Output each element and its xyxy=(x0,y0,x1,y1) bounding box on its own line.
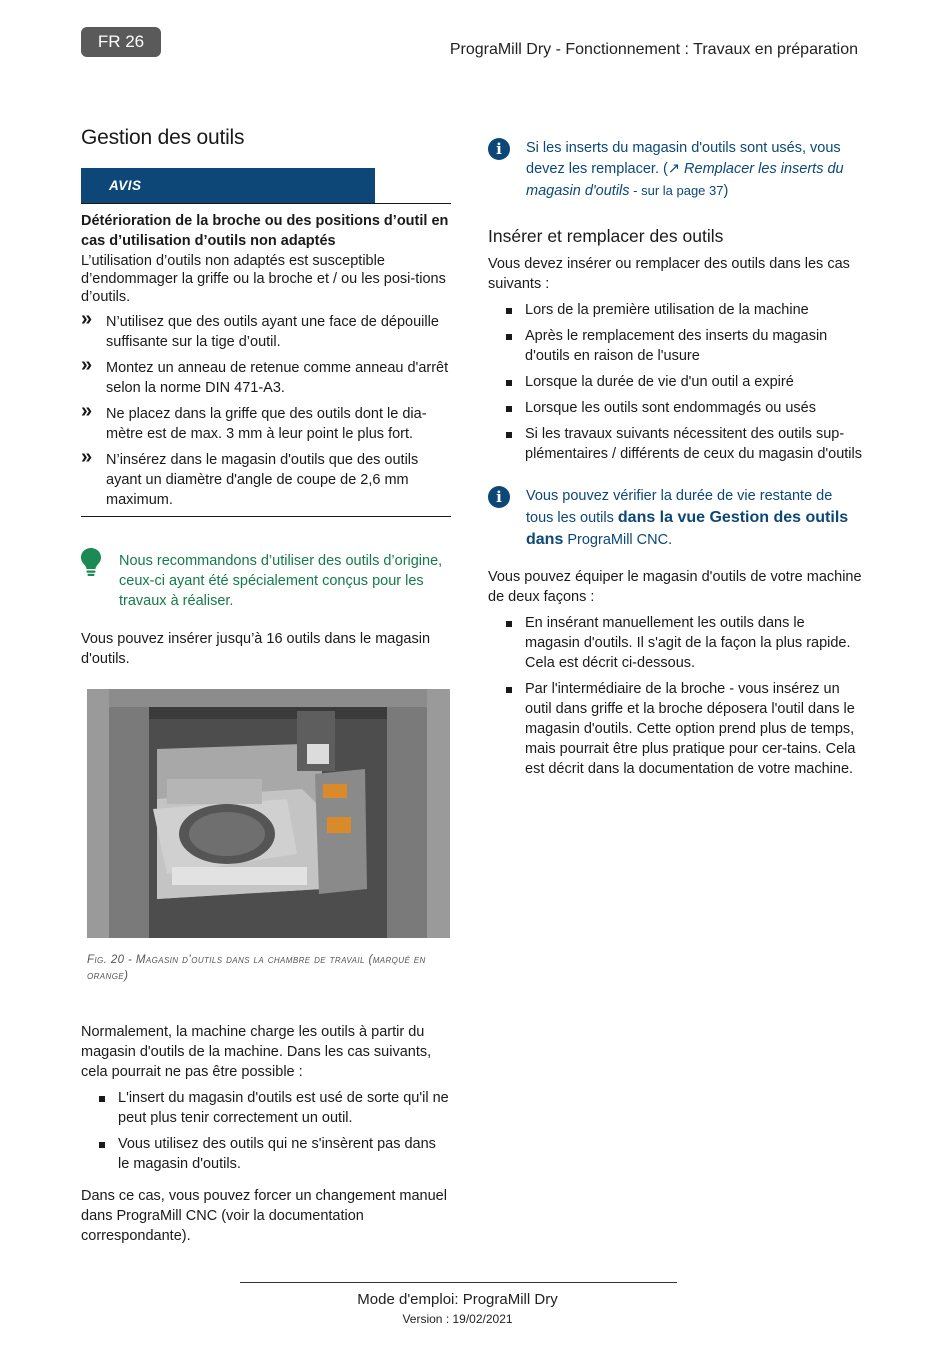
section-title: Gestion des outils xyxy=(81,126,245,149)
list-item: » N’utilisez que des outils ayant une face de dépouille suffisante sur la tige d’outil. xyxy=(81,308,439,350)
bullet-list xyxy=(488,300,863,464)
lightbulb-icon xyxy=(80,547,102,577)
footer-title: Mode d'emploi: PrograMill Dry xyxy=(357,1291,558,1308)
footer-divider xyxy=(240,1282,677,1283)
list-item: Lors de la première utilisation de la machine xyxy=(488,300,863,320)
bullet-list xyxy=(81,1088,451,1174)
ui-reference: dans la vue Gestion des outils dans xyxy=(526,509,849,548)
notice-box xyxy=(81,168,451,517)
double-chevron-icon: » xyxy=(81,354,93,376)
list-item: » N’insérez dans le magasin d'outils que des outils ayant un diamètre d'angle de coupe de 2,6 mm maximum. xyxy=(81,446,419,508)
paragraph: Normalement, la machine charge les outils à partir du magasin d'outils de la machine. Dans les cas suivants, cela pourrait ne pas être possible : xyxy=(81,1024,432,1080)
page-number-badge: FR 26 xyxy=(81,27,161,57)
info-icon: i xyxy=(488,486,510,508)
tip-box xyxy=(81,551,451,611)
page-reference: - sur la page 37 xyxy=(629,183,724,198)
list-item: Lorsque les outils sont endommagés ou usés xyxy=(488,398,863,418)
info-box: i Si les inserts du magasin d'outils sont usés, vous devez les remplacer. (↗ Remplacer les inserts du magasin d'outils - sur la page 37) xyxy=(488,138,863,202)
notice-title: Détérioration de la broche ou des positions d’outil en cas d’utilisation d’outils non adaptés xyxy=(81,213,449,249)
list-item: Lorsque la durée de vie d'un outil a expiré xyxy=(488,372,863,392)
list-item: Par l'intermédiaire de la broche - vous insérez un outil dans griffe et la broche déposera l'outil dans le magasin d'outils. Cette option prend plus de temps, mais pourrait être plus pratique pour cer-tains. Cela est décrit dans la documentation de votre machine. xyxy=(488,679,863,779)
tip-text: Nous recommandons d’utiliser des outils d’origine, ceux-ci ayant été spécialement conçus pour les travaux à réaliser. xyxy=(119,553,443,609)
paragraph: Dans ce cas, vous pouvez forcer un changement manuel dans PrograMill CNC (voir la documentation correspondante). xyxy=(81,1188,447,1244)
tool-magazine-figure xyxy=(87,689,450,938)
list-item: En insérant manuellement les outils dans le magasin d'outils. Il s'agit de la façon la plus rapide. Cela est décrit ci-dessous. xyxy=(488,613,863,673)
double-chevron-icon: » xyxy=(81,446,93,468)
figure-caption: Fig. 20 - Magasin d’outils dans la chambre de travail (marqué en orange) xyxy=(87,954,426,982)
info-box: i Vous pouvez vérifier la durée de vie restante de tous les outils dans la vue Gestion des outils dans PrograMill CNC. xyxy=(488,486,863,551)
cross-reference-link[interactable]: Remplacer les inserts du magasin d'outils xyxy=(526,161,844,199)
notice-instructions xyxy=(81,308,451,510)
double-chevron-icon: » xyxy=(81,400,93,422)
info-icon: i xyxy=(488,138,510,160)
header-title: PrograMill Dry - Fonctionnement : Travaux en préparation xyxy=(449,41,858,58)
subsection-title: Insérer et remplacer des outils xyxy=(488,226,724,246)
paragraph: Vous pouvez insérer jusqu’à 16 outils dans le magasin d'outils. xyxy=(81,631,431,667)
paragraph: Vous pouvez équiper le magasin d'outils de votre machine de deux façons : xyxy=(488,569,862,605)
list-item: » Montez un anneau de retenue comme anneau d'arrêt selon la norme DIN 471-A3. xyxy=(81,354,449,396)
left-column xyxy=(81,124,451,1246)
list-item: Si les travaux suivants nécessitent des outils sup-plémentaires / différents de ceux du magasin d'outils xyxy=(488,424,863,464)
footer-version: Version : 19/02/2021 xyxy=(402,1312,513,1326)
double-chevron-icon: » xyxy=(81,308,93,330)
list-item: Après le remplacement des inserts du magasin d'outils en raison de l'usure xyxy=(488,326,863,366)
notice-divider-bottom xyxy=(81,516,451,517)
list-item: L'insert du magasin d'outils est usé de sorte qu'il ne peut plus tenir correctement un outil. xyxy=(81,1088,451,1128)
list-item: Vous utilisez des outils qui ne s'insèrent pas dans le magasin d'outils. xyxy=(81,1134,451,1174)
list-item: » Ne placez dans la griffe que des outils dont le dia-mètre est de max. 3 mm à leur point le plus fort. xyxy=(81,400,427,442)
bullet-list xyxy=(488,613,863,779)
external-link-icon: ↗ xyxy=(667,161,680,177)
notice-divider-top xyxy=(81,203,451,204)
right-column xyxy=(488,138,863,785)
notice-text: L’utilisation d’outils non adaptés est susceptible d’endommager la griffe ou la broche et / ou les posi-tions d’outils. xyxy=(81,253,446,305)
notice-label: AVIS xyxy=(81,168,375,203)
paragraph: Vous devez insérer ou remplacer des outils dans les cas suivants : xyxy=(488,256,850,292)
